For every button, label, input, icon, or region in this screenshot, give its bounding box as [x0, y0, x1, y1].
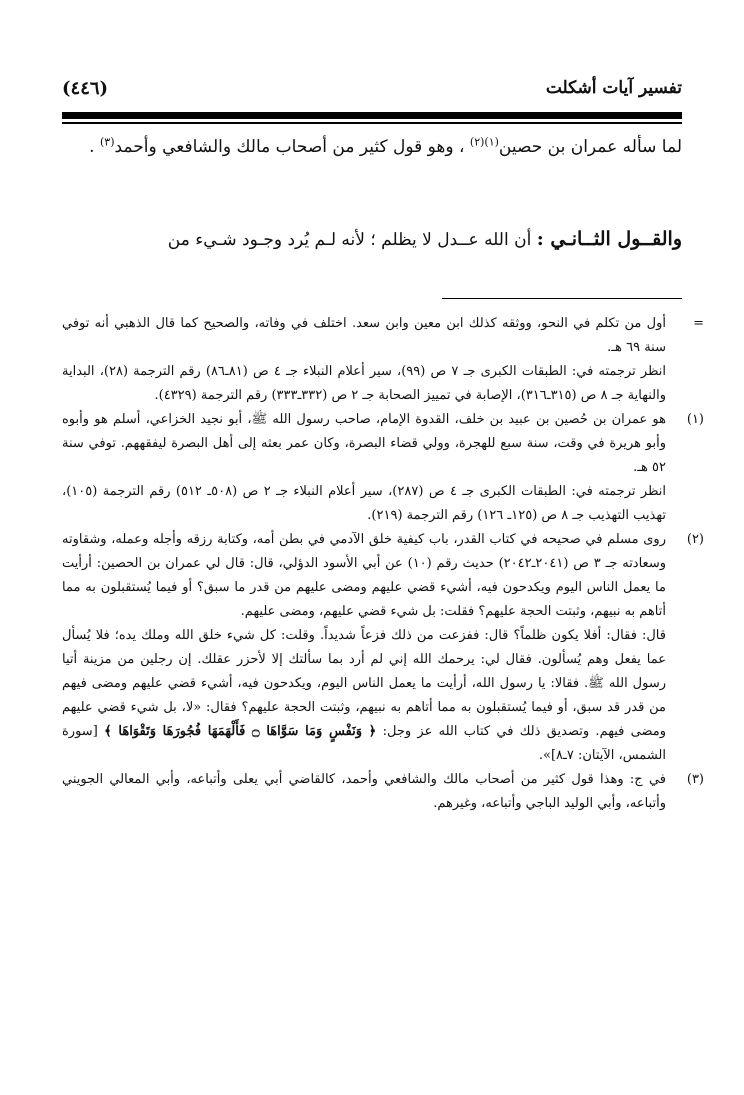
footnote-marker: (١)	[686, 412, 704, 427]
footnote-paragraph: في ج: وهذا قول كثير من أصحاب مالك والشافعي وأحمد، كالقاضي أبي يعلى وأتباعه، وأبي المعالي الجويني وأتباعه، وأبي الوليد الباجي وأتباعه، وغيرهم.	[62, 772, 666, 811]
footnote	[62, 528, 704, 768]
header-rule-thick	[62, 112, 682, 119]
footnote-paragraph: انظر ترجمته في: الطبقات الكبرى جـ ٤ ص (٢٨٧)، سير أعلام النبلاء جـ ٢ ص (٥٠٨ـ ٥١٢) رقم الترجمة (١٠٥)، تهذيب التهذيب جـ ٨ ص (١٢٥ـ ١٢٦) رقم الترجمة (٢١٩).	[62, 484, 666, 523]
footnote-separator	[442, 298, 682, 299]
main-text-segment: لما سأله عمران بن حصين	[498, 137, 682, 157]
footnote-paragraph: أول من تكلم في النحو، ووثقه كذلك ابن معين وابن سعد. اختلف في وفاته، والصحيح كما قال الذهبي أنه توفي سنة ٦٩ هـ.	[62, 316, 666, 355]
footnote-ref: (٢)	[469, 135, 485, 149]
footnote-paragraph: روى مسلم في صحيحه في كتاب القدر، باب كيفية خلق الآدمي في بطن أمه، وكتابة رزقه وأجله وعمله، وشقاوته وسعادته جـ ٣ ص (٢٠٤١ـ٢٠٤٢) حديث رقم (١٠) عن أبي الأسود الدؤلي، قال: قال لي عمران بن الحصين: أرأيت ما يعمل الناس اليوم ويكدحون فيه، أشيء قضي عليهم ومضى عليهم من قدر ما سبق؟ أو فيما يُستقبلون به مما أتاهم به نبيهم، وثبتت الحجة عليهم؟ فقلت: بل شيء قضي عليهم، ومضى عليهم.	[62, 532, 667, 619]
footnote-paragraph: هو عمران بن حُصين بن عبيد بن خلف، القدوة الإمام، صاحب رسول الله ﷺ، أبو نجيد الخزاعي، أسلم هو وأبوه وأبو هريرة في وقت، سنة سبع للهجرة، وولي قضاء البصرة، وكان عمر بعثه إلى أهل البصرة ليفقههم. توفي سنة ٥٢ هـ.	[62, 412, 666, 475]
main-text	[68, 130, 682, 165]
section-heading	[68, 222, 682, 257]
heading-text: أن الله عــدل لا يظلم ؛ لأنه لـم يُرد وجـود شـيء من	[167, 230, 532, 250]
footnote-text: قال: فقال: أفلا يكون ظلماً؟ قال: ففزعت من ذلك فزعاً شديداً. وقلت: كل شيء خلق الله وملك يده؛ فلا يُسأل عما يفعل وهم يُسألون. فقال لي: يرحمك الله إني لم أرد بما سألتك إلا لأحزر عقلك. إن رجلين من مزينة أتيا رسول الله ﷺ. فقالا: يا رسول الله، أرأيت ما يعمل الناس اليوم، ويكدحون فيه، أشيء قضي عليهم ومضى فيهم من قدر قد سبق، أو فيما يُستقبلون به مما أتاهم به نبيهم، وثبتت الحجة عليهم؟ فقال: «لا، بل شيء قضي عليهم ومضى فيهم. وتصديق ذلك في كتاب الله عز وجل:	[62, 628, 666, 739]
footnote-ref: (١)	[484, 135, 499, 149]
footnote-marker: (٣)	[686, 772, 704, 787]
page-number: (٤٤٦)	[62, 78, 109, 99]
footnote-marker: (٢)	[686, 532, 704, 547]
footnotes	[62, 312, 704, 816]
footnote-body	[62, 408, 666, 528]
footnote	[62, 312, 704, 408]
footnote-paragraph: انظر ترجمته في: الطبقات الكبرى جـ ٧ ص (٩٩)، سير أعلام النبلاء جـ ٤ ص (٨١ـ٨٦) رقم الترجمة (٢٨)، البداية والنهاية جـ ٨ ص (٣١٥ـ٣١٦)، الإصابة في تمييز الصحابة جـ ٢ ص (٣٣٢ـ٣٣٣) رقم الترجمة (٤٣٢٩).	[62, 364, 667, 403]
main-text-segment: وأحمد	[114, 137, 157, 157]
main-text-segment: .	[89, 137, 95, 157]
footnote-body	[62, 528, 666, 768]
quran-reference: [سورة الشمس، الآيتان: ٧ـ٨]».	[62, 724, 666, 763]
page-header	[62, 78, 682, 104]
footnote-marker: =	[693, 316, 704, 331]
footnote-ref: (٣)	[99, 135, 115, 149]
heading-bold: والقــول الثــانـي :	[536, 228, 682, 250]
footnote-body	[62, 768, 666, 816]
footnote-body	[62, 312, 666, 408]
quran-verse: ﴿ وَنَفْسٍ وَمَا سَوَّاهَا ۝ فَأَلْهَمَهَا فُجُورَهَا وَتَقْوَاهَا ﴾	[104, 724, 377, 739]
main-paragraph	[68, 130, 682, 165]
running-title: تفسير آيات أشكلت	[545, 78, 682, 98]
footnote-paragraph	[62, 624, 666, 768]
footnote	[62, 408, 704, 528]
header-rule-thin	[62, 122, 682, 124]
footnote	[62, 768, 704, 816]
main-text-segment: ، وهو قول كثير من أصحاب مالك والشافعي	[162, 137, 465, 157]
